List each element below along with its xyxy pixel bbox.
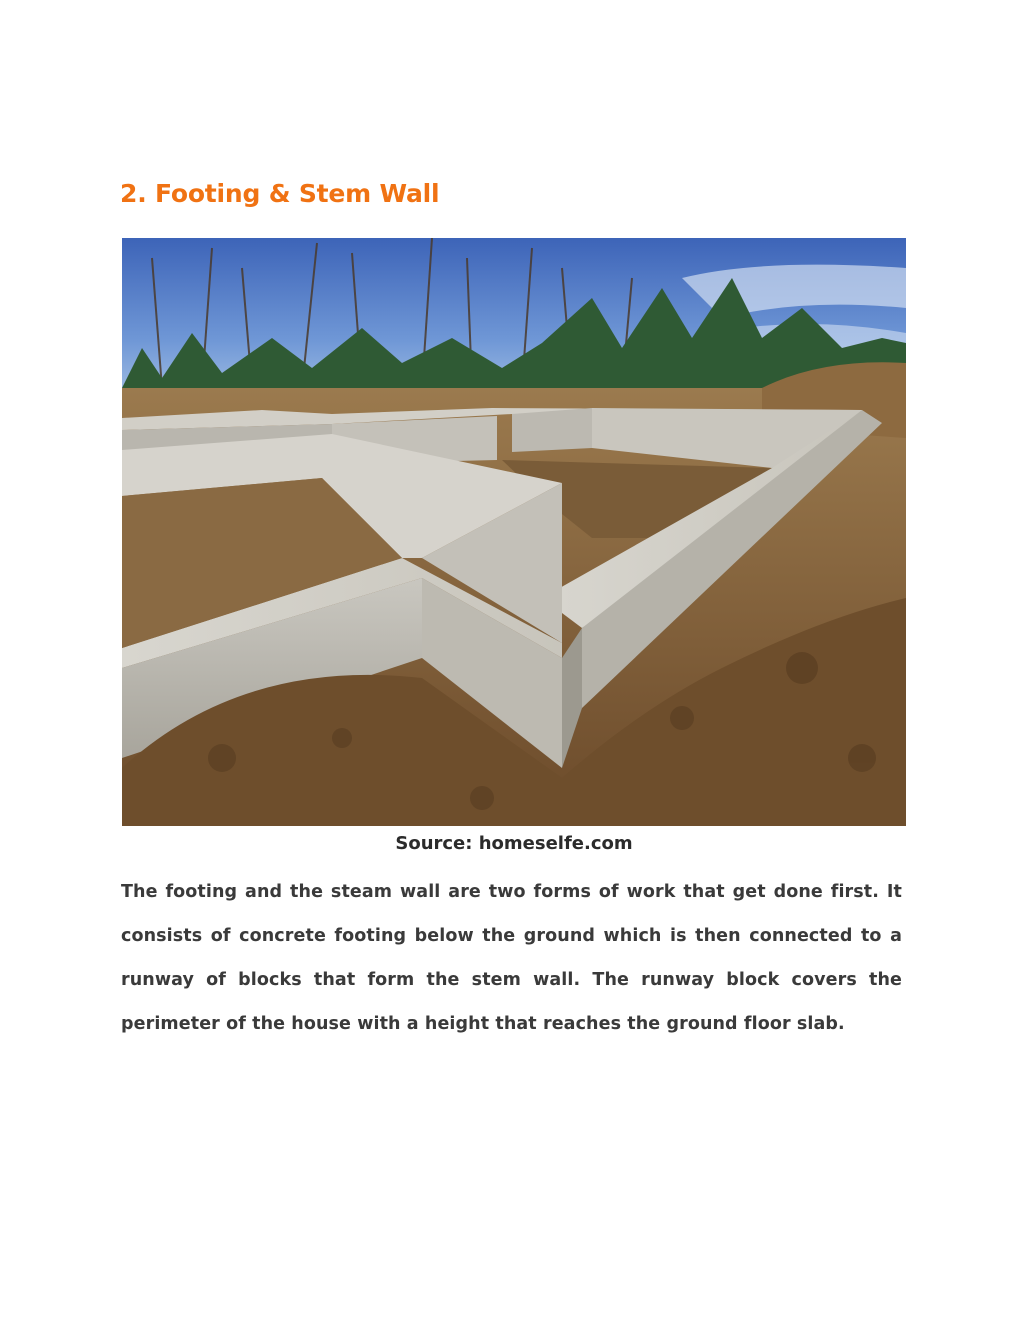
foundation-photo	[122, 238, 906, 826]
image-caption: Source: homeselfe.com	[395, 833, 633, 854]
section-heading: 2. Footing & Stem Wall	[120, 179, 440, 208]
paragraph-text: The footing and the steam wall are two forms of work that get done first. It consists of concrete footing below the ground which is then connected to a runway of blocks that form the stem wall. The runway block covers the perimeter of the house with a height that reaches the ground floor slab.	[121, 882, 902, 1034]
